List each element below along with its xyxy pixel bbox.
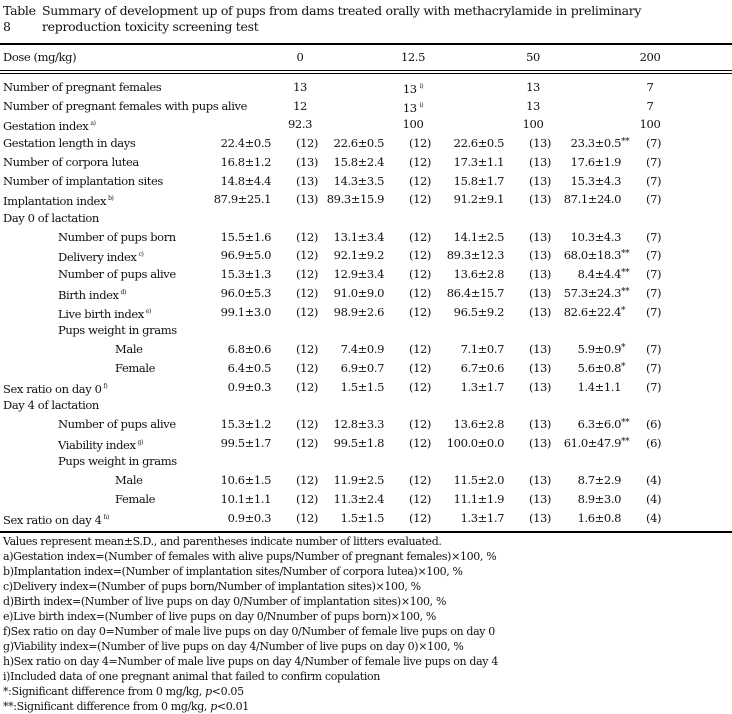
litter-count: (7) bbox=[646, 192, 662, 207]
row-label-text: Pups weight in grams bbox=[58, 323, 177, 338]
table-title-line-2: reproduction toxicity screening test bbox=[42, 19, 259, 34]
litter-count: (13) bbox=[296, 173, 319, 188]
mean-sd: 86.4±15.7 bbox=[446, 285, 504, 300]
mean-sd: 14.1±2.5 bbox=[453, 229, 504, 244]
litter-count: (13) bbox=[529, 435, 552, 450]
mean-sd: 99.5±1.8 bbox=[333, 435, 384, 450]
row-label bbox=[3, 153, 139, 171]
row-label-text: Gestation index bbox=[3, 119, 89, 134]
table-row bbox=[0, 434, 732, 452]
significance-marker: ** bbox=[621, 137, 630, 148]
mean-sd: 12.8±3.3 bbox=[333, 416, 384, 431]
litter-count: (7) bbox=[646, 229, 662, 244]
mean-sd: 10.6±1.5 bbox=[220, 473, 271, 488]
mean-sd: 5.6±0.8 bbox=[577, 360, 621, 375]
row-label bbox=[3, 396, 99, 414]
litter-count: (12) bbox=[409, 285, 432, 300]
footnote-marker: b) bbox=[108, 195, 114, 203]
footnotes bbox=[3, 534, 498, 714]
section-row bbox=[0, 209, 732, 227]
table-row bbox=[0, 509, 732, 527]
row-label-text: Number of pregnant females bbox=[3, 80, 162, 94]
row-label-text: Sex ratio on day 4 bbox=[3, 512, 102, 527]
mean-sd: 57.3±24.3 bbox=[563, 285, 621, 300]
footnote-marker: f) bbox=[103, 382, 108, 390]
footnote-line bbox=[3, 609, 498, 624]
value-cell bbox=[260, 115, 340, 133]
litter-count: (12) bbox=[409, 136, 432, 151]
mean-sd: 98.9±2.6 bbox=[333, 304, 384, 319]
mean-sd: 87.1±24.0 bbox=[563, 192, 621, 207]
mean-sd: 15.3±1.2 bbox=[220, 416, 271, 431]
top-rule bbox=[0, 43, 732, 45]
cell-value: 7 bbox=[646, 98, 654, 113]
cell-value: 13 bbox=[402, 100, 417, 115]
row-label-text: Number of pups alive bbox=[58, 416, 176, 431]
footnote-text: d)Birth index=(Number of live pups on day 0/Number of implantation sites)×100, % bbox=[3, 595, 447, 608]
footnote-text: e)Live birth index=(Number of live pups on day 0/Nnumber of pups born)×100, % bbox=[3, 610, 436, 623]
row-label-text: Delivery index bbox=[58, 250, 137, 265]
row-label-text: Male bbox=[115, 473, 143, 488]
row-label bbox=[115, 471, 143, 489]
row-label bbox=[115, 359, 155, 377]
row-label bbox=[115, 340, 143, 358]
significance-marker: ** bbox=[621, 286, 630, 297]
litter-count: (12) bbox=[296, 267, 319, 282]
footnote-text: *:Significant difference from 0 mg/kg, bbox=[3, 685, 206, 698]
row-label bbox=[3, 97, 247, 115]
table-row bbox=[0, 359, 732, 377]
p-value-threshold: <0.05 bbox=[211, 685, 244, 698]
mean-sd: 15.3±1.3 bbox=[220, 267, 271, 282]
table-row bbox=[0, 172, 732, 190]
cell-value: 92.3 bbox=[287, 117, 312, 132]
litter-count: (12) bbox=[409, 416, 432, 431]
table-row bbox=[0, 190, 732, 208]
row-label-text: Female bbox=[115, 360, 156, 375]
footnote-text: **:Significant difference from 0 mg/kg, bbox=[3, 700, 211, 713]
mean-sd: 99.1±3.0 bbox=[220, 304, 271, 319]
footnote-text: i)Included data of one pregnant animal that failed to confirm copulation bbox=[3, 670, 381, 683]
table-row bbox=[0, 78, 732, 96]
value-cell bbox=[260, 78, 340, 96]
mean-sd: 16.8±1.2 bbox=[220, 154, 271, 169]
mean-sd: 1.5±1.5 bbox=[340, 379, 384, 394]
header-row bbox=[0, 48, 732, 66]
mean-sd: 6.4±0.5 bbox=[227, 360, 271, 375]
litter-count: (4) bbox=[646, 510, 662, 525]
value-cell bbox=[373, 97, 453, 117]
mean-sd: 6.8±0.6 bbox=[227, 342, 271, 357]
row-label bbox=[58, 415, 176, 433]
litter-count: (12) bbox=[296, 491, 319, 506]
mean-sd: 17.6±1.9 bbox=[570, 154, 621, 169]
significance-marker: * bbox=[621, 343, 626, 354]
header-dose-12-5: 12.5 bbox=[400, 50, 425, 64]
mean-sd: 1.3±1.7 bbox=[460, 510, 504, 525]
footnote-marker: g) bbox=[137, 438, 143, 446]
litter-count: (13) bbox=[529, 136, 552, 151]
footnote-marker: i) bbox=[419, 101, 424, 109]
row-label bbox=[58, 228, 176, 246]
litter-count: (12) bbox=[296, 360, 319, 375]
row-label bbox=[58, 321, 177, 339]
cell-value: 13 bbox=[402, 82, 417, 96]
litter-count: (12) bbox=[409, 229, 432, 244]
footnote-text: b)Implantation index=(Number of implantation sites/Number of corpora lutea)×100, % bbox=[3, 565, 463, 578]
litter-count: (13) bbox=[529, 285, 552, 300]
litter-count: (12) bbox=[296, 285, 319, 300]
mean-sd: 6.3±6.0 bbox=[577, 416, 621, 431]
litter-count: (12) bbox=[296, 248, 319, 263]
litter-count: (13) bbox=[529, 473, 552, 488]
row-label bbox=[58, 265, 176, 283]
footnote-line bbox=[3, 639, 498, 654]
litter-count: (12) bbox=[409, 360, 432, 375]
litter-count: (4) bbox=[646, 473, 662, 488]
litter-count: (13) bbox=[529, 267, 552, 282]
value-cell bbox=[493, 97, 573, 115]
litter-count: (13) bbox=[529, 379, 552, 394]
table-row bbox=[0, 303, 732, 321]
litter-count: (12) bbox=[409, 342, 432, 357]
mean-sd: 10.1±1.1 bbox=[220, 491, 271, 506]
cell-value: 13 bbox=[526, 80, 540, 94]
mean-sd: 22.6±0.5 bbox=[333, 136, 384, 151]
row-label bbox=[3, 78, 161, 96]
significance-marker: ** bbox=[621, 417, 630, 428]
value-cell bbox=[610, 78, 690, 96]
footnote-marker: a) bbox=[90, 120, 96, 128]
table-row bbox=[0, 97, 732, 115]
row-label-text: Male bbox=[115, 342, 143, 357]
litter-count: (12) bbox=[296, 473, 319, 488]
table-row bbox=[0, 246, 732, 264]
cell-value: 100 bbox=[522, 117, 544, 132]
litter-count: (12) bbox=[296, 379, 319, 394]
litter-count: (7) bbox=[646, 173, 662, 188]
mean-sd: 15.8±1.7 bbox=[453, 173, 504, 188]
table-row bbox=[0, 153, 732, 171]
mean-sd: 5.9±0.9 bbox=[577, 342, 621, 357]
header-dose-50: 50 bbox=[526, 50, 540, 64]
mean-sd: 10.3±4.3 bbox=[570, 229, 621, 244]
row-label-text: Female bbox=[115, 491, 156, 506]
table-row bbox=[0, 340, 732, 358]
mean-sd: 1.4±1.1 bbox=[577, 379, 621, 394]
mean-sd: 91.0±9.0 bbox=[333, 285, 384, 300]
header-dose-200: 200 bbox=[639, 50, 661, 64]
litter-count: (4) bbox=[646, 491, 662, 506]
mean-sd: 7.4±0.9 bbox=[340, 342, 384, 357]
row-label bbox=[3, 378, 107, 398]
mean-sd: 96.0±5.3 bbox=[220, 285, 271, 300]
value-cell bbox=[493, 115, 573, 133]
litter-count: (13) bbox=[529, 416, 552, 431]
mean-sd: 14.8±4.4 bbox=[220, 173, 271, 188]
row-label bbox=[3, 115, 96, 135]
cell-value: 13 bbox=[293, 80, 307, 94]
mean-sd: 13.1±3.4 bbox=[333, 229, 384, 244]
footnote-line bbox=[3, 534, 498, 549]
row-label-text: Day 0 of lactation bbox=[3, 211, 99, 226]
litter-count: (13) bbox=[529, 304, 552, 319]
row-label bbox=[58, 452, 177, 470]
mean-sd: 0.9±0.3 bbox=[227, 379, 271, 394]
row-label bbox=[115, 490, 155, 508]
value-cell bbox=[373, 115, 453, 133]
mean-sd: 15.5±1.6 bbox=[220, 229, 271, 244]
litter-count: (12) bbox=[296, 342, 319, 357]
mean-sd: 8.7±2.9 bbox=[577, 473, 621, 488]
row-label bbox=[3, 509, 109, 529]
table-row bbox=[0, 415, 732, 433]
significance-marker: ** bbox=[621, 249, 630, 260]
table-row bbox=[0, 471, 732, 489]
litter-count: (12) bbox=[296, 416, 319, 431]
litter-count: (7) bbox=[646, 304, 662, 319]
mean-sd: 100.0±0.0 bbox=[446, 435, 504, 450]
row-label-text: Number of pups born bbox=[58, 229, 176, 244]
litter-count: (7) bbox=[646, 248, 662, 263]
row-label bbox=[58, 246, 143, 266]
litter-count: (13) bbox=[529, 173, 552, 188]
litter-count: (12) bbox=[296, 136, 319, 151]
litter-count: (6) bbox=[646, 416, 662, 431]
litter-count: (13) bbox=[296, 154, 319, 169]
footnote-marker: i) bbox=[419, 83, 424, 90]
mean-sd: 22.6±0.5 bbox=[453, 136, 504, 151]
litter-count: (13) bbox=[529, 360, 552, 375]
mean-sd: 14.3±3.5 bbox=[333, 173, 384, 188]
footnote-text: f)Sex ratio on day 0=Number of male live pups on day 0/Number of female live pups on day 0 bbox=[3, 625, 495, 638]
mean-sd: 91.2±9.1 bbox=[453, 192, 504, 207]
row-label-text: Pups weight in grams bbox=[58, 454, 177, 469]
value-cell bbox=[493, 78, 573, 96]
mean-sd: 6.9±0.7 bbox=[340, 360, 384, 375]
litter-count: (13) bbox=[529, 510, 552, 525]
litter-count: (7) bbox=[646, 285, 662, 300]
footnote-marker: c) bbox=[138, 251, 144, 259]
mean-sd: 22.4±0.5 bbox=[220, 136, 271, 151]
table-row bbox=[0, 265, 732, 283]
table-row bbox=[0, 490, 732, 508]
row-label-text: Sex ratio on day 0 bbox=[3, 381, 102, 396]
litter-count: (12) bbox=[409, 510, 432, 525]
mean-sd: 1.3±1.7 bbox=[460, 379, 504, 394]
footnote-text: a)Gestation index=(Number of females with alive pups/Number of pregnant females)×100, % bbox=[3, 550, 497, 563]
litter-count: (12) bbox=[409, 173, 432, 188]
mean-sd: 89.3±12.3 bbox=[446, 248, 504, 263]
litter-count: (7) bbox=[646, 360, 662, 375]
footnote-line bbox=[3, 594, 498, 609]
footnote-line bbox=[3, 564, 498, 579]
litter-count: (12) bbox=[296, 229, 319, 244]
mean-sd: 8.4±4.4 bbox=[577, 267, 621, 282]
value-cell bbox=[610, 115, 690, 133]
p-value-threshold: <0.01 bbox=[216, 700, 249, 713]
mean-sd: 68.0±18.3 bbox=[563, 248, 621, 263]
litter-count: (6) bbox=[646, 435, 662, 450]
litter-count: (7) bbox=[646, 379, 662, 394]
litter-count: (13) bbox=[529, 342, 552, 357]
litter-count: (12) bbox=[409, 267, 432, 282]
row-label-text: Number of implantation sites bbox=[3, 173, 163, 188]
litter-count: (12) bbox=[296, 435, 319, 450]
row-label bbox=[3, 134, 135, 152]
litter-count: (12) bbox=[409, 435, 432, 450]
section-row bbox=[0, 321, 732, 339]
mean-sd: 11.1±1.9 bbox=[453, 491, 504, 506]
significance-marker: ** bbox=[621, 436, 630, 447]
litter-count: (13) bbox=[529, 192, 552, 207]
value-cell bbox=[260, 97, 340, 115]
mean-sd: 17.3±1.1 bbox=[453, 154, 504, 169]
row-label-text: Live birth index bbox=[58, 306, 144, 321]
mean-sd: 1.5±1.5 bbox=[340, 510, 384, 525]
mean-sd: 92.1±9.2 bbox=[333, 248, 384, 263]
footnote-marker: e) bbox=[145, 307, 151, 315]
row-label bbox=[58, 303, 151, 323]
significance-marker: * bbox=[621, 361, 626, 372]
footnote-text: h)Sex ratio on day 4=Number of male live pups on day 4/Number of female live pups on day 4 bbox=[3, 655, 498, 668]
mean-sd: 11.3±2.4 bbox=[333, 491, 384, 506]
mean-sd: 87.9±25.1 bbox=[213, 192, 271, 207]
litter-count: (12) bbox=[409, 304, 432, 319]
table-row bbox=[0, 284, 732, 302]
mean-sd: 13.6±2.8 bbox=[453, 416, 504, 431]
p-value-symbol: p bbox=[210, 700, 217, 713]
row-label-text: Gestation length in days bbox=[3, 136, 136, 151]
footnote-text: c)Delivery index=(Number of pups born/Number of implantation sites)×100, % bbox=[3, 580, 421, 593]
mean-sd: 8.9±3.0 bbox=[577, 491, 621, 506]
litter-count: (7) bbox=[646, 342, 662, 357]
litter-count: (7) bbox=[646, 154, 662, 169]
row-label-text: Day 4 of lactation bbox=[3, 398, 99, 413]
cell-value: 12 bbox=[293, 98, 307, 113]
mean-sd: 96.5±9.2 bbox=[453, 304, 504, 319]
mean-sd: 82.6±22.4 bbox=[563, 304, 621, 319]
table-number: Table 8 bbox=[3, 3, 36, 34]
row-label-text: Number of pups alive bbox=[58, 267, 176, 282]
mean-sd: 6.7±0.6 bbox=[460, 360, 504, 375]
litter-count: (13) bbox=[529, 491, 552, 506]
footnote-marker: d) bbox=[120, 288, 127, 296]
litter-count: (12) bbox=[409, 154, 432, 169]
footnote-line bbox=[3, 699, 498, 714]
litter-count: (12) bbox=[296, 304, 319, 319]
mean-sd: 13.6±2.8 bbox=[453, 267, 504, 282]
litter-count: (12) bbox=[409, 491, 432, 506]
litter-count: (13) bbox=[529, 154, 552, 169]
mean-sd: 11.5±2.0 bbox=[453, 473, 504, 488]
footnote-line bbox=[3, 549, 498, 564]
section-row bbox=[0, 396, 732, 414]
row-label bbox=[3, 172, 163, 190]
footnote-text: Values represent mean±S.D., and parentheses indicate number of litters evaluated. bbox=[3, 535, 442, 548]
header-dose-label: Dose (mg/kg) bbox=[3, 50, 77, 64]
footnote-line bbox=[3, 579, 498, 594]
litter-count: (12) bbox=[409, 473, 432, 488]
footnote-line bbox=[3, 654, 498, 669]
footnote-line bbox=[3, 624, 498, 639]
section-row bbox=[0, 452, 732, 470]
row-label bbox=[58, 434, 143, 454]
mean-sd: 61.0±47.9 bbox=[563, 435, 621, 450]
mean-sd: 0.9±0.3 bbox=[227, 510, 271, 525]
p-value-symbol: p bbox=[205, 685, 212, 698]
footnote-text: g)Viability index=(Number of live pups on day 4/Number of live pups on day 0)×100, % bbox=[3, 640, 464, 653]
table-row bbox=[0, 228, 732, 246]
significance-marker: * bbox=[621, 305, 626, 316]
table-row bbox=[0, 115, 732, 133]
mean-sd: 96.9±5.0 bbox=[220, 248, 271, 263]
mean-sd: 7.1±0.7 bbox=[460, 342, 504, 357]
row-label bbox=[3, 209, 99, 227]
header-dose-0: 0 bbox=[296, 50, 304, 64]
header-rule-lower bbox=[0, 73, 732, 74]
litter-count: (7) bbox=[646, 267, 662, 282]
litter-count: (13) bbox=[529, 229, 552, 244]
mean-sd: 12.9±3.4 bbox=[333, 267, 384, 282]
value-cell bbox=[373, 78, 453, 98]
table-row bbox=[0, 134, 732, 152]
mean-sd: 15.8±2.4 bbox=[333, 154, 384, 169]
litter-count: (12) bbox=[409, 248, 432, 263]
row-label-text: Birth index bbox=[58, 287, 119, 302]
row-label-text: Number of pregnant females with pups alive bbox=[3, 98, 247, 113]
cell-value: 13 bbox=[526, 98, 540, 113]
litter-count: (12) bbox=[409, 379, 432, 394]
cell-value: 100 bbox=[402, 117, 424, 132]
table-row bbox=[0, 378, 732, 396]
litter-count: (12) bbox=[296, 510, 319, 525]
table-title-line-1: Summary of development up of pups from dams treated orally with methacrylamide in preliminary bbox=[42, 3, 642, 18]
bottom-rule bbox=[0, 531, 732, 533]
mean-sd: 23.3±0.5 bbox=[570, 136, 621, 151]
litter-count: (12) bbox=[409, 192, 432, 207]
mean-sd: 15.3±4.3 bbox=[570, 173, 621, 188]
cell-value: 7 bbox=[646, 80, 654, 94]
cell-value: 100 bbox=[639, 117, 661, 132]
mean-sd: 89.3±15.9 bbox=[326, 192, 384, 207]
footnote-line bbox=[3, 684, 498, 699]
litter-count: (7) bbox=[646, 136, 662, 151]
row-label-text: Implantation index bbox=[3, 194, 107, 209]
header-rule-upper bbox=[0, 70, 732, 71]
row-label-text: Number of corpora lutea bbox=[3, 154, 139, 169]
mean-sd: 11.9±2.5 bbox=[333, 473, 384, 488]
table-title bbox=[42, 3, 722, 35]
value-cell bbox=[610, 97, 690, 115]
footnote-marker: h) bbox=[103, 513, 109, 521]
significance-marker: ** bbox=[621, 268, 630, 279]
row-label bbox=[58, 284, 126, 304]
mean-sd: 99.5±1.7 bbox=[220, 435, 271, 450]
footnote-line bbox=[3, 669, 498, 684]
row-label bbox=[3, 190, 113, 210]
mean-sd: 1.6±0.8 bbox=[577, 510, 621, 525]
litter-count: (13) bbox=[529, 248, 552, 263]
row-label-text: Viability index bbox=[58, 437, 136, 452]
litter-count: (13) bbox=[296, 192, 319, 207]
